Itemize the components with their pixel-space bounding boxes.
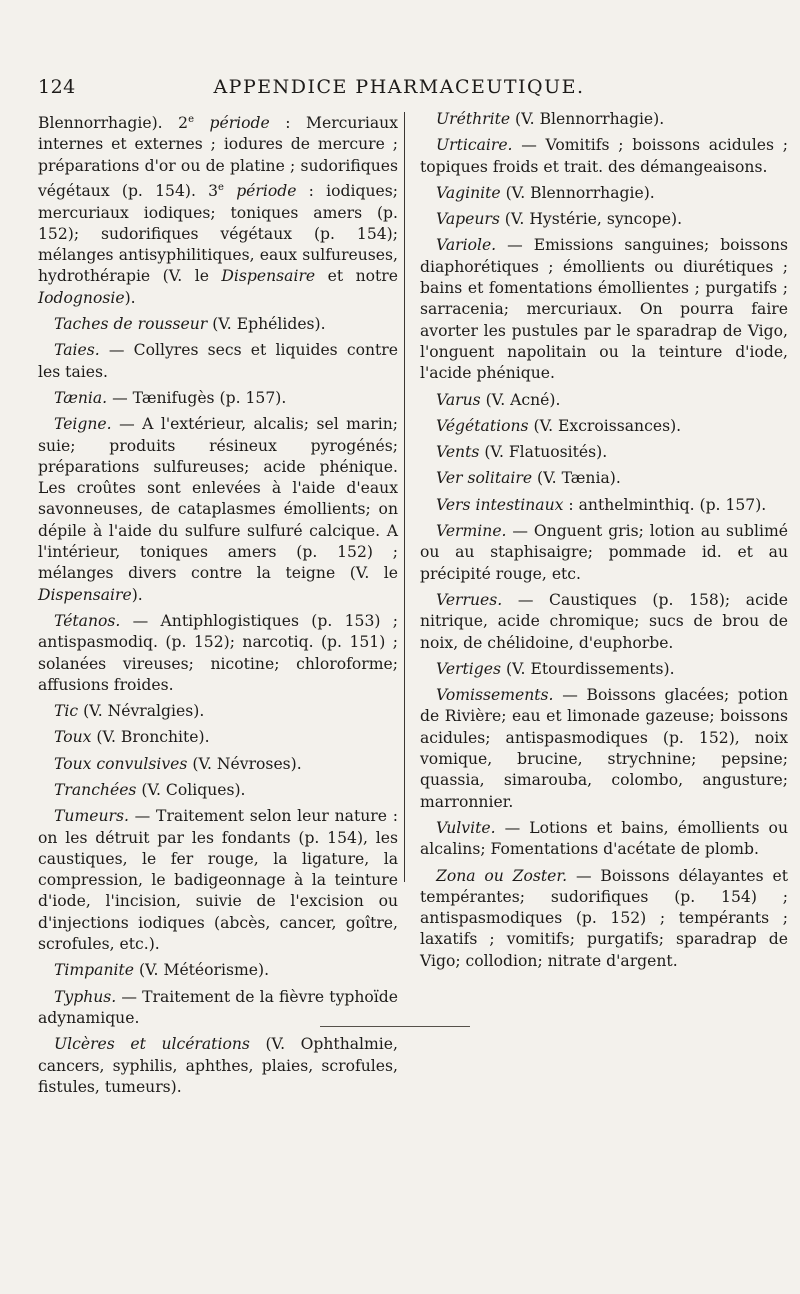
dictionary-entry	[420, 818, 788, 861]
entry-text: : Mercuriaux internes et externes ; iodures de mercure ; préparations d'or ou de platine ; sudorifiques végétaux (p. 154). 3	[38, 114, 398, 201]
entry-term: Vapeurs	[436, 210, 500, 229]
dictionary-entry	[420, 416, 788, 437]
entry-text: : iodiques; mercuriaux iodiques; toniques amers (p. 152); sudorifiques végétaux (p. 154); mélanges antisyphilitiques, eaux sulfureuses, hydrothérapie (V. le	[38, 182, 398, 286]
entry-text: — Traitement de la fièvre typhoïde adynamique.	[38, 987, 398, 1027]
dictionary-entry	[420, 866, 788, 972]
dictionary-entry	[420, 235, 788, 384]
entry-text: (V. Névroses).	[187, 754, 302, 773]
entry-term: Vermine.	[436, 522, 507, 541]
entry-text: (V. Acné).	[480, 390, 561, 409]
entry-text: — Onguent gris; lotion au sublimé ou au staphisaigre; pommade id. et au précipité rouge, etc.	[420, 522, 788, 583]
dictionary-entry	[420, 495, 788, 516]
entry-term: Vomissements.	[436, 686, 554, 705]
entry-text: période	[209, 114, 270, 133]
entry-text	[194, 114, 210, 132]
entry-term: Ver solitaire	[436, 469, 533, 488]
page-number: 124	[38, 76, 76, 98]
dictionary-entry	[38, 314, 398, 335]
entry-text: (V. Flatuosités).	[479, 443, 608, 462]
dictionary-entry	[420, 135, 788, 178]
entry-text: Dispensaire	[38, 585, 132, 604]
entry-text: Dispensaire	[221, 267, 316, 286]
entry-text: (V. Bronchite).	[91, 728, 210, 747]
entry-text: (V. Coliques).	[136, 780, 246, 799]
entry-text: e	[188, 114, 194, 125]
entry-text: (V. Ephélides).	[207, 315, 326, 334]
dictionary-entry	[38, 701, 398, 722]
entry-term: Tumeurs.	[54, 807, 129, 826]
entry-term: Teigne.	[54, 415, 112, 434]
entry-text: : anthelminthiq. (p. 157).	[563, 495, 767, 514]
entry-text: (V. Météorisme).	[133, 961, 270, 980]
entry-text: (V. Névralgies).	[78, 702, 205, 721]
dictionary-entry	[38, 727, 398, 748]
entry-term: Taches de rousseur	[54, 315, 208, 334]
entry-text: (V. Blennorrhagie).	[510, 110, 665, 128]
dictionary-entry	[38, 987, 398, 1030]
entry-text: ).	[131, 585, 143, 604]
entry-term: Tétanos.	[54, 611, 121, 630]
entry-text: (V. Blennorrhagie).	[500, 183, 655, 202]
entry-term: Vers intestinaux	[436, 495, 564, 514]
dictionary-entry	[38, 340, 398, 383]
entry-text: e	[218, 182, 224, 194]
entry-text: — Lotions et bains, émollients ou alcalins; Fomentations d'acétate de plomb.	[420, 818, 788, 859]
entry-text	[224, 182, 236, 200]
entry-text: (V. Tænia).	[532, 469, 621, 488]
dictionary-entry	[420, 209, 788, 230]
entry-text: — Caustiques (p. 158); acide nitrique, acide chromique; sucs de brou de noix, de chélidoine, d'euphorbe.	[420, 590, 788, 652]
dictionary-entry	[420, 468, 788, 489]
entry-term: Végétations	[436, 416, 529, 435]
dictionary-entry	[38, 1034, 398, 1098]
entry-text: — A l'extérieur, alcalis; sel marin; suie; produits résineux pyrogénés; préparations sulfureuses; acide phénique. Les croûtes sont enlevées à l'aide d'eaux savonneuses, de cataplasmes émollients; on dépile à l'aide du sulfure sulfuré calcique. A l'intérieur, toniques amers (p. 152) ; mélanges divers contre la teigne (V. le	[38, 415, 398, 583]
dictionary-entry	[420, 390, 788, 411]
dictionary-entry	[38, 109, 398, 309]
dictionary-entry	[420, 685, 788, 813]
entry-term: Uréthrite	[436, 110, 511, 128]
entry-term: Zona ou Zoster.	[436, 866, 568, 885]
entry-term: Variole.	[436, 236, 497, 255]
footer-rule	[320, 1026, 470, 1027]
entry-text: — Tænifugès (p. 157).	[107, 388, 287, 407]
entry-term: Ulcères et ulcérations	[54, 1035, 250, 1054]
running-head: APPENDICE PHARMACEUTIQUE.	[213, 76, 585, 98]
entry-text: (V. Hystérie, syncope).	[499, 210, 683, 229]
entry-text: — Vomitifs ; boissons acidules ; topiques froids et trait. des démangeaisons.	[420, 136, 788, 176]
entry-text: Iodognosie	[38, 288, 125, 307]
dictionary-entry	[38, 780, 398, 801]
dictionary-entry	[420, 183, 788, 204]
entry-text: Blennorrhagie). 2	[38, 114, 189, 133]
entry-text: et notre	[315, 267, 398, 286]
entry-term: Urticaire.	[436, 136, 513, 155]
left-column	[38, 109, 398, 1103]
entry-term: Varus	[436, 390, 481, 409]
entry-term: Tranchées	[54, 780, 137, 799]
right-column	[420, 109, 788, 977]
entry-text: (V. Etourdissements).	[500, 659, 675, 678]
dictionary-entry	[38, 414, 398, 606]
column-divider	[404, 112, 405, 882]
entry-text: — Boissons délayantes et tempérantes; sudorifiques (p. 154) ; antispasmodiques (p. 152) ; tempérants ; laxatifs ; vomitifs; purgatifs; sparadrap de Vigo; collodion; nitrate d'argent.	[420, 866, 788, 970]
entry-term: Vertiges	[436, 659, 501, 678]
entry-text: ).	[124, 288, 136, 307]
page-header	[38, 76, 760, 104]
dictionary-entry	[420, 442, 788, 463]
dictionary-entry	[38, 960, 398, 981]
entry-term: Typhus.	[54, 987, 117, 1006]
entry-term: Tic	[54, 702, 79, 721]
entry-term: Vents	[436, 443, 480, 462]
entry-term: Vulvite.	[436, 818, 496, 837]
entry-text: — Collyres secs et liquides contre les taies.	[38, 341, 398, 381]
entry-term: Toux convulsives	[54, 754, 188, 773]
dictionary-entry	[38, 754, 398, 775]
dictionary-entry	[420, 659, 788, 680]
entry-text: — Traitement selon leur nature : on les détruit par les fondants (p. 154), les caustiques, le fer rouge, la ligature, la compression, le badigeonnage à la teinture d'iode, l'incision, suivie de l'excision ou d'injections iodiques (abcès, cancer, goître, scrofules, etc.).	[38, 807, 398, 954]
entry-text: — Antiphlogistiques (p. 153) ; antispasmodiq. (p. 152); narcotiq. (p. 151) ; solanées vireuses; nicotine; chloroforme; affusions froides.	[38, 611, 398, 694]
entry-term: Timpanite	[54, 961, 134, 980]
dictionary-entry	[38, 806, 398, 955]
entry-term: Verrues.	[436, 590, 503, 609]
entry-text: période	[236, 182, 297, 201]
entry-text: — Boissons glacées; potion de Rivière; eau et limonade gazeuse; boissons acidules; antispasmodiques (p. 152), noix vomique, brucine, strychnine; pepsine; quassia, simarouba, colombo, angusture; marronnier.	[420, 686, 788, 811]
entry-term: Taies.	[54, 341, 100, 360]
entry-term: Tænia.	[54, 388, 108, 407]
dictionary-entry	[420, 109, 788, 130]
entry-text: (V. Ophthalmie, cancers, syphilis, aphthes, plaies, scrofules, fistules, tumeurs).	[38, 1035, 398, 1096]
dictionary-entry	[38, 611, 398, 696]
entry-term: Toux	[54, 728, 92, 747]
entry-text: (V. Excroissances).	[528, 416, 682, 435]
dictionary-entry	[420, 590, 788, 654]
entry-text: — Emissions sanguines; boissons diaphorétiques ; émollients ou diurétiques ; bains et fomentations émollientes ; purgatifs ; sarracenia; mercuriaux. On pourra faire avorter les pustules par le sparadrap de Vigo, l'onguent napolitain ou la teinture d'iode, l'acide phénique.	[420, 236, 788, 383]
dictionary-entry	[420, 521, 788, 585]
entry-term: Vaginite	[436, 183, 501, 202]
dictionary-entry	[38, 388, 398, 409]
